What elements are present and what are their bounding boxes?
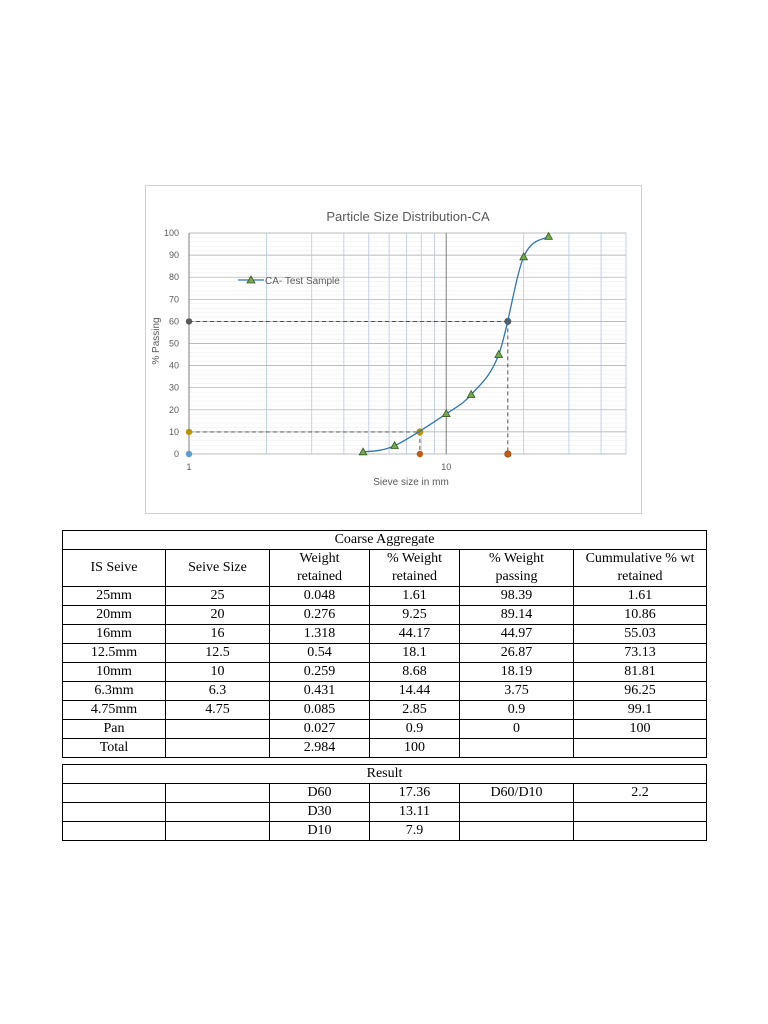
cell-pct-passing: 18.19 bbox=[460, 663, 574, 682]
empty-cell bbox=[166, 822, 270, 841]
cell-pct-retained: 14.44 bbox=[370, 682, 460, 701]
header-line: retained bbox=[391, 569, 438, 584]
d60-value: 17.36 bbox=[370, 784, 460, 803]
x-tick-label: 1 bbox=[186, 462, 192, 472]
cell-weight-retained: 1.318 bbox=[270, 625, 370, 644]
cell-pct-passing bbox=[460, 739, 574, 758]
header-weight-retained bbox=[270, 550, 370, 587]
y-tick-label: 70 bbox=[168, 294, 179, 305]
empty-cell bbox=[63, 784, 166, 803]
point-d10-xaxis bbox=[417, 451, 423, 457]
y-tick-label: 50 bbox=[168, 338, 179, 349]
header-line: retained bbox=[617, 569, 663, 584]
cell-pct-passing: 26.87 bbox=[460, 644, 574, 663]
coarse-aggregate-table bbox=[62, 530, 707, 758]
x-axis-label: Sieve size in mm bbox=[373, 477, 449, 488]
empty-cell bbox=[460, 803, 574, 822]
data-point-marker bbox=[495, 351, 503, 358]
cell-seive-size: 20 bbox=[166, 606, 270, 625]
empty-cell bbox=[460, 822, 574, 841]
result-title: Result bbox=[63, 765, 707, 784]
cell-pct-passing: 0.9 bbox=[460, 701, 574, 720]
cell-is-seive: 12.5mm bbox=[63, 644, 166, 663]
cell-weight-retained: 0.085 bbox=[270, 701, 370, 720]
point-origin bbox=[186, 451, 192, 457]
chart-container bbox=[145, 185, 642, 514]
y-tick-label: 60 bbox=[168, 316, 179, 327]
y-tick-label: 80 bbox=[168, 272, 179, 283]
result-row-d30 bbox=[63, 803, 707, 822]
chart-legend bbox=[238, 276, 340, 287]
cell-is-seive: 6.3mm bbox=[63, 682, 166, 701]
empty-cell bbox=[574, 822, 707, 841]
result-title-row bbox=[63, 765, 707, 784]
table-row bbox=[63, 625, 707, 644]
result-row-d10 bbox=[63, 822, 707, 841]
header-line: % Weight bbox=[387, 551, 442, 566]
cell-pct-retained: 0.9 bbox=[370, 720, 460, 739]
particle-size-chart bbox=[146, 186, 641, 513]
header-pct-weight-passing bbox=[460, 550, 574, 587]
y-axis-label: % Passing bbox=[151, 317, 162, 365]
table-row bbox=[63, 720, 707, 739]
cell-weight-retained: 0.048 bbox=[270, 587, 370, 606]
d30-value: 13.11 bbox=[370, 803, 460, 822]
header-pct-weight-retained bbox=[370, 550, 460, 587]
y-tick-label: 90 bbox=[168, 250, 179, 261]
cell-is-seive: 4.75mm bbox=[63, 701, 166, 720]
cell-seive-size: 6.3 bbox=[166, 682, 270, 701]
table-row bbox=[63, 644, 707, 663]
cell-cumulative: 96.25 bbox=[574, 682, 707, 701]
result-table bbox=[62, 764, 707, 841]
y-tick-label: 40 bbox=[168, 360, 179, 371]
cell-cumulative: 10.86 bbox=[574, 606, 707, 625]
data-point-marker bbox=[442, 410, 450, 417]
cell-is-seive: 10mm bbox=[63, 663, 166, 682]
cell-is-seive: 25mm bbox=[63, 587, 166, 606]
point-d10-axis bbox=[186, 429, 192, 435]
cell-pct-passing: 98.39 bbox=[460, 587, 574, 606]
cell-pct-retained: 2.85 bbox=[370, 701, 460, 720]
cell-seive-size: 12.5 bbox=[166, 644, 270, 663]
cell-pct-passing: 44.97 bbox=[460, 625, 574, 644]
cell-pct-retained: 18.1 bbox=[370, 644, 460, 663]
cell-seive-size bbox=[166, 739, 270, 758]
header-is-seive: IS Seive bbox=[63, 550, 166, 587]
empty-cell bbox=[166, 784, 270, 803]
axis-ticks bbox=[164, 228, 451, 472]
result-row-d60 bbox=[63, 784, 707, 803]
y-tick-label: 10 bbox=[168, 426, 179, 437]
table-title: Coarse Aggregate bbox=[63, 531, 707, 550]
cell-weight-retained: 0.431 bbox=[270, 682, 370, 701]
cell-pct-retained: 1.61 bbox=[370, 587, 460, 606]
cell-is-seive: 16mm bbox=[63, 625, 166, 644]
cell-cumulative: 81.81 bbox=[574, 663, 707, 682]
chart-title: Particle Size Distribution-CA bbox=[326, 209, 490, 224]
cell-seive-size: 16 bbox=[166, 625, 270, 644]
x-tick-label: 10 bbox=[441, 462, 452, 472]
cell-cumulative bbox=[574, 739, 707, 758]
cell-pct-retained: 8.68 bbox=[370, 663, 460, 682]
y-tick-label: 100 bbox=[163, 228, 179, 238]
cell-weight-retained: 0.027 bbox=[270, 720, 370, 739]
d60-label: D60 bbox=[270, 784, 370, 803]
header-line: passing bbox=[495, 569, 538, 584]
y-tick-label: 0 bbox=[173, 449, 179, 459]
cell-pct-retained: 44.17 bbox=[370, 625, 460, 644]
cell-is-seive: Total bbox=[63, 739, 166, 758]
header-line: retained bbox=[296, 569, 343, 584]
table-row bbox=[63, 663, 707, 682]
cell-weight-retained: 0.54 bbox=[270, 644, 370, 663]
cell-seive-size bbox=[166, 720, 270, 739]
header-seive-size: Seive Size bbox=[166, 550, 270, 587]
cell-seive-size: 10 bbox=[166, 663, 270, 682]
cell-is-seive: Pan bbox=[63, 720, 166, 739]
header-line: Cummulative % wt bbox=[585, 551, 695, 566]
cell-pct-passing: 0 bbox=[460, 720, 574, 739]
d30-label: D30 bbox=[270, 803, 370, 822]
cell-seive-size: 25 bbox=[166, 587, 270, 606]
point-d60-axis bbox=[186, 318, 192, 324]
y-tick-label: 20 bbox=[168, 404, 179, 415]
cell-cumulative: 100 bbox=[574, 720, 707, 739]
cell-cumulative: 55.03 bbox=[574, 625, 707, 644]
empty-cell bbox=[574, 803, 707, 822]
legend-label: CA- Test Sample bbox=[265, 276, 340, 287]
chart-grid bbox=[189, 233, 626, 454]
cell-weight-retained: 2.984 bbox=[270, 739, 370, 758]
d10-label: D10 bbox=[270, 822, 370, 841]
table-title-row bbox=[63, 531, 707, 550]
y-tick-label: 30 bbox=[168, 382, 179, 393]
cell-cumulative: 1.61 bbox=[574, 587, 707, 606]
table-row bbox=[63, 606, 707, 625]
table-row bbox=[63, 701, 707, 720]
table-row bbox=[63, 587, 707, 606]
d10-value: 7.9 bbox=[370, 822, 460, 841]
data-point-marker bbox=[545, 233, 553, 240]
cell-seive-size: 4.75 bbox=[166, 701, 270, 720]
header-line: Weight bbox=[299, 551, 340, 566]
table-header-row bbox=[63, 550, 707, 587]
cell-pct-retained: 100 bbox=[370, 739, 460, 758]
point-d60-xaxis bbox=[505, 451, 511, 457]
cell-cumulative: 73.13 bbox=[574, 644, 707, 663]
cell-cumulative: 99.1 bbox=[574, 701, 707, 720]
header-cumulative-retained bbox=[574, 550, 707, 587]
cell-pct-passing: 89.14 bbox=[460, 606, 574, 625]
cell-weight-retained: 0.259 bbox=[270, 663, 370, 682]
table-row bbox=[63, 739, 707, 758]
cell-weight-retained: 0.276 bbox=[270, 606, 370, 625]
series-line bbox=[363, 237, 549, 452]
cell-pct-passing: 3.75 bbox=[460, 682, 574, 701]
ratio-value: 2.2 bbox=[574, 784, 707, 803]
ratio-label: D60/D10 bbox=[460, 784, 574, 803]
empty-cell bbox=[63, 803, 166, 822]
table-row bbox=[63, 682, 707, 701]
data-point-marker bbox=[520, 253, 528, 260]
empty-cell bbox=[63, 822, 166, 841]
header-line: % Weight bbox=[489, 551, 544, 566]
cell-is-seive: 20mm bbox=[63, 606, 166, 625]
empty-cell bbox=[166, 803, 270, 822]
cell-pct-retained: 9.25 bbox=[370, 606, 460, 625]
